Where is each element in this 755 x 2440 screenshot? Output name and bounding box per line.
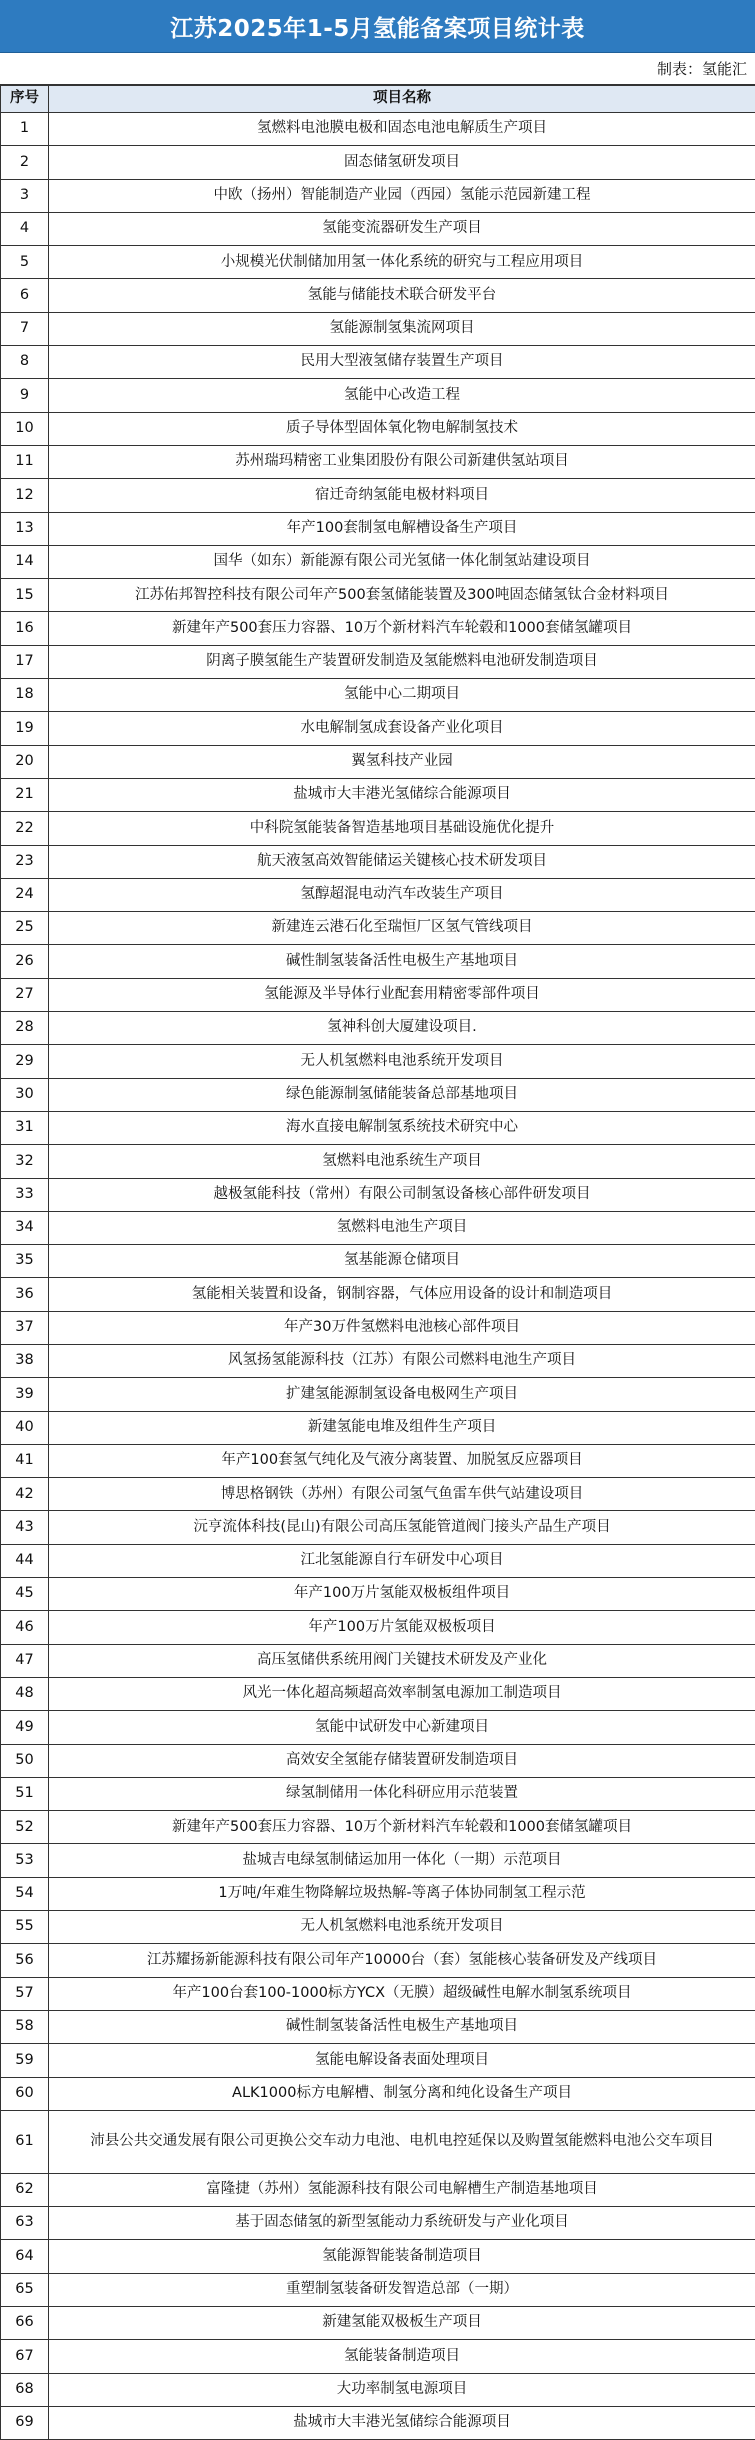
table-row [1,645,755,678]
project-name: 盐城市大丰港光氢储综合能源项目 [49,2406,755,2439]
table-row [1,1245,755,1278]
row-number: 41 [1,1444,49,1477]
table-row [1,612,755,645]
project-name: ALK1000标方电解槽、制氢分离和纯化设备生产项目 [49,2077,755,2110]
project-name: 阴离子膜氢能生产装置研发制造及氢能燃料电池研发制造项目 [49,645,755,678]
row-number: 31 [1,1111,49,1144]
row-number: 4 [1,212,49,245]
project-name: 扩建氢能源制氢设备电极网生产项目 [49,1378,755,1411]
row-number: 29 [1,1045,49,1078]
table-row [1,179,755,212]
table-row [1,778,755,811]
row-number: 27 [1,978,49,1011]
project-name: 江北氢能源自行车研发中心项目 [49,1544,755,1577]
table-row [1,1677,755,1710]
project-name: 质子导体型固体氧化物电解制氢技术 [49,412,755,445]
row-number: 54 [1,1877,49,1910]
row-number: 13 [1,512,49,545]
project-name: 氢能源及半导体行业配套用精密零部件项目 [49,978,755,1011]
row-number: 35 [1,1245,49,1278]
project-name: 氢能中心改造工程 [49,379,755,412]
table-row [1,1211,755,1244]
project-name: 氢燃料电池膜电极和固态电池电解质生产项目 [49,113,755,146]
table-row [1,279,755,312]
project-name: 碱性制氢装备活性电极生产基地项目 [49,2010,755,2043]
project-name: 大功率制氢电源项目 [49,2373,755,2406]
row-number: 25 [1,912,49,945]
project-name: 盐城吉电绿氢制储运加用一体化（一期）示范项目 [49,1844,755,1877]
project-name: 1万吨/年难生物降解垃圾热解-等离子体协同制氢工程示范 [49,1877,755,1910]
project-name: 航天液氢高效智能储运关键核心技术研发项目 [49,845,755,878]
table-row [1,1644,755,1677]
row-number: 3 [1,179,49,212]
project-name: 氢燃料电池系统生产项目 [49,1145,755,1178]
project-name: 氢能中试研发中心新建项目 [49,1711,755,1744]
row-number: 10 [1,412,49,445]
table-row [1,346,755,379]
row-number: 34 [1,1211,49,1244]
row-number: 67 [1,2340,49,2373]
row-number: 8 [1,346,49,379]
project-name: 新建年产500套压力容器、10万个新材料汽车轮毂和1000套储氢罐项目 [49,612,755,645]
table-row [1,2240,755,2273]
table-row [1,1711,755,1744]
row-number: 64 [1,2240,49,2273]
row-number: 28 [1,1012,49,1045]
row-number: 53 [1,1844,49,1877]
row-number: 32 [1,1145,49,1178]
table-row [1,2273,755,2306]
row-number: 22 [1,812,49,845]
row-number: 39 [1,1378,49,1411]
project-name: 年产100万片氢能双极板组件项目 [49,1578,755,1611]
project-name: 高效安全氢能存储装置研发制造项目 [49,1744,755,1777]
table-row [1,1777,755,1810]
table-row [1,1877,755,1910]
table-row [1,1811,755,1844]
row-number: 52 [1,1811,49,1844]
table-row [1,912,755,945]
row-number: 59 [1,2044,49,2077]
row-number: 18 [1,679,49,712]
table-row [1,2110,755,2173]
table-row [1,679,755,712]
project-name: 碱性制氢装备活性电极生产基地项目 [49,945,755,978]
table-row [1,1511,755,1544]
project-name: 中欧（扬州）智能制造产业园（西园）氢能示范园新建工程 [49,179,755,212]
project-name: 新建氢能电堆及组件生产项目 [49,1411,755,1444]
project-name: 氢燃料电池生产项目 [49,1211,755,1244]
row-number: 1 [1,113,49,146]
table-row [1,445,755,478]
row-number: 12 [1,479,49,512]
table-row [1,212,755,245]
table-row [1,1278,755,1311]
project-name: 小规模光伏制储加用氢一体化系统的研究与工程应用项目 [49,246,755,279]
project-name: 氢能变流器研发生产项目 [49,212,755,245]
row-number: 51 [1,1777,49,1810]
project-name: 无人机氢燃料电池系统开发项目 [49,1911,755,1944]
row-number: 58 [1,2010,49,2043]
project-name: 氢基能源仓储项目 [49,1245,755,1278]
row-number: 48 [1,1677,49,1710]
table-row [1,1911,755,1944]
project-name: 氢能电解设备表面处理项目 [49,2044,755,2077]
row-number: 15 [1,579,49,612]
table-row [1,2373,755,2406]
project-name: 重塑制氢装备研发智造总部（一期） [49,2273,755,2306]
row-number: 40 [1,1411,49,1444]
table-row [1,412,755,445]
project-name: 江苏耀扬新能源科技有限公司年产10000台（套）氢能核心装备研发及产线项目 [49,1944,755,1977]
row-number: 55 [1,1911,49,1944]
project-name: 宿迁奇纳氢能电极材料项目 [49,479,755,512]
project-name: 固态储氢研发项目 [49,146,755,179]
project-name: 翼氢科技产业园 [49,745,755,778]
project-name: 氢能装备制造项目 [49,2340,755,2373]
table-row [1,978,755,1011]
row-number: 38 [1,1344,49,1377]
project-name: 盐城市大丰港光氢储综合能源项目 [49,778,755,811]
project-name: 绿氢制储用一体化科研应用示范装置 [49,1777,755,1810]
table-row [1,545,755,578]
table-row [1,512,755,545]
row-number: 19 [1,712,49,745]
table-row [1,1478,755,1511]
table-row [1,2010,755,2043]
row-number: 43 [1,1511,49,1544]
table-row [1,2406,755,2439]
table-row [1,712,755,745]
row-number: 47 [1,1644,49,1677]
table-row [1,878,755,911]
table-row [1,113,755,146]
project-name: 江苏佑邦智控科技有限公司年产500套氢储能装置及300吨固态储氢钛合金材料项目 [49,579,755,612]
table-row [1,579,755,612]
row-number: 44 [1,1544,49,1577]
row-number: 6 [1,279,49,312]
table-row [1,1844,755,1877]
table-row [1,1111,755,1144]
project-name: 年产100台套100-1000标方YCX（无膜）超级碱性电解水制氢系统项目 [49,1977,755,2010]
row-number: 37 [1,1311,49,1344]
project-name: 氢醇超混电动汽车改装生产项目 [49,878,755,911]
table-row [1,1578,755,1611]
row-number: 56 [1,1944,49,1977]
table-row [1,745,755,778]
row-number: 61 [1,2110,49,2173]
project-name: 博思格钢铁（苏州）有限公司氢气鱼雷车供气站建设项目 [49,1478,755,1511]
project-name: 氢能源智能装备制造项目 [49,2240,755,2273]
maker-credit-row [0,53,755,85]
header-name: 项目名称 [49,86,755,113]
project-name: 氢神科创大厦建设项目. [49,1012,755,1045]
row-number: 14 [1,545,49,578]
project-name: 国华（如东）新能源有限公司光氢储一体化制氢站建设项目 [49,545,755,578]
table-row [1,812,755,845]
table-row [1,1344,755,1377]
project-name: 风氢扬氢能源科技（江苏）有限公司燃料电池生产项目 [49,1344,755,1377]
project-name: 氢能中心二期项目 [49,679,755,712]
project-name: 绿色能源制氢储能装备总部基地项目 [49,1078,755,1111]
row-number: 9 [1,379,49,412]
row-number: 60 [1,2077,49,2110]
table-row [1,1611,755,1644]
table-row [1,312,755,345]
page-title: 江苏2025年1-5月氢能备案项目统计表 [0,0,755,53]
project-table [0,85,755,2440]
row-number: 42 [1,1478,49,1511]
project-name: 新建连云港石化至瑞恒厂区氢气管线项目 [49,912,755,945]
row-number: 57 [1,1977,49,2010]
table-row [1,1378,755,1411]
row-number: 49 [1,1711,49,1744]
row-number: 63 [1,2207,49,2240]
project-name: 氢能与储能技术联合研发平台 [49,279,755,312]
row-number: 5 [1,246,49,279]
table-row [1,1178,755,1211]
project-name: 无人机氢燃料电池系统开发项目 [49,1045,755,1078]
table-row [1,1145,755,1178]
table-row [1,1544,755,1577]
row-number: 17 [1,645,49,678]
table-row [1,246,755,279]
table-row [1,1411,755,1444]
row-number: 20 [1,745,49,778]
table-row [1,379,755,412]
table-row [1,1311,755,1344]
table-row [1,146,755,179]
row-number: 66 [1,2307,49,2340]
row-number: 11 [1,445,49,478]
table-row [1,945,755,978]
table-row [1,2340,755,2373]
table-row [1,1944,755,1977]
project-name: 年产100套制氢电解槽设备生产项目 [49,512,755,545]
table-row [1,1012,755,1045]
table-row [1,1078,755,1111]
project-name: 中科院氢能装备智造基地项目基础设施优化提升 [49,812,755,845]
header-no: 序号 [1,86,49,113]
project-name: 苏州瑞玛精密工业集团股份有限公司新建供氢站项目 [49,445,755,478]
table-body [1,113,755,2440]
project-name: 沅亨流体科技(昆山)有限公司高压氢能管道阀门接头产品生产项目 [49,1511,755,1544]
project-name: 海水直接电解制氢系统技术研究中心 [49,1111,755,1144]
row-number: 23 [1,845,49,878]
project-name: 氢能源制氢集流网项目 [49,312,755,345]
table-header-row [1,86,755,113]
project-name: 年产100万片氢能双极板项目 [49,1611,755,1644]
row-number: 69 [1,2406,49,2439]
row-number: 46 [1,1611,49,1644]
table-row [1,2077,755,2110]
row-number: 65 [1,2273,49,2306]
row-number: 36 [1,1278,49,1311]
project-name: 年产30万件氢燃料电池核心部件项目 [49,1311,755,1344]
row-number: 30 [1,1078,49,1111]
project-name: 新建氢能双极板生产项目 [49,2307,755,2340]
row-number: 2 [1,146,49,179]
table-row [1,2207,755,2240]
table-row [1,479,755,512]
row-number: 26 [1,945,49,978]
row-number: 62 [1,2173,49,2206]
table-row [1,2044,755,2077]
project-name: 氢能相关装置和设备，钢制容器，气体应用设备的设计和制造项目 [49,1278,755,1311]
row-number: 16 [1,612,49,645]
project-name: 富隆捷（苏州）氢能源科技有限公司电解槽生产制造基地项目 [49,2173,755,2206]
project-name: 高压氢储供系统用阀门关键技术研发及产业化 [49,1644,755,1677]
table-row [1,1744,755,1777]
table-row [1,1045,755,1078]
project-name: 基于固态储氢的新型氢能动力系统研发与产业化项目 [49,2207,755,2240]
table-row [1,2173,755,2206]
row-number: 50 [1,1744,49,1777]
row-number: 21 [1,778,49,811]
row-number: 24 [1,878,49,911]
project-name: 越极氢能科技（常州）有限公司制氢设备核心部件研发项目 [49,1178,755,1211]
table-row [1,1977,755,2010]
row-number: 33 [1,1178,49,1211]
project-name: 民用大型液氢储存装置生产项目 [49,346,755,379]
table-row [1,2307,755,2340]
project-name: 水电解制氢成套设备产业化项目 [49,712,755,745]
project-name: 新建年产500套压力容器、10万个新材料汽车轮毂和1000套储氢罐项目 [49,1811,755,1844]
row-number: 7 [1,312,49,345]
project-name: 风光一体化超高频超高效率制氢电源加工制造项目 [49,1677,755,1710]
row-number: 68 [1,2373,49,2406]
table-row [1,1444,755,1477]
project-name: 沛县公共交通发展有限公司更换公交车动力电池、电机电控延保以及购置氢能燃料电池公交车项目 [49,2110,755,2173]
table-row [1,845,755,878]
maker-credit: 制表：氢能汇 [657,58,747,79]
project-name: 年产100套氢气纯化及气液分离装置、加脱氢反应器项目 [49,1444,755,1477]
row-number: 45 [1,1578,49,1611]
